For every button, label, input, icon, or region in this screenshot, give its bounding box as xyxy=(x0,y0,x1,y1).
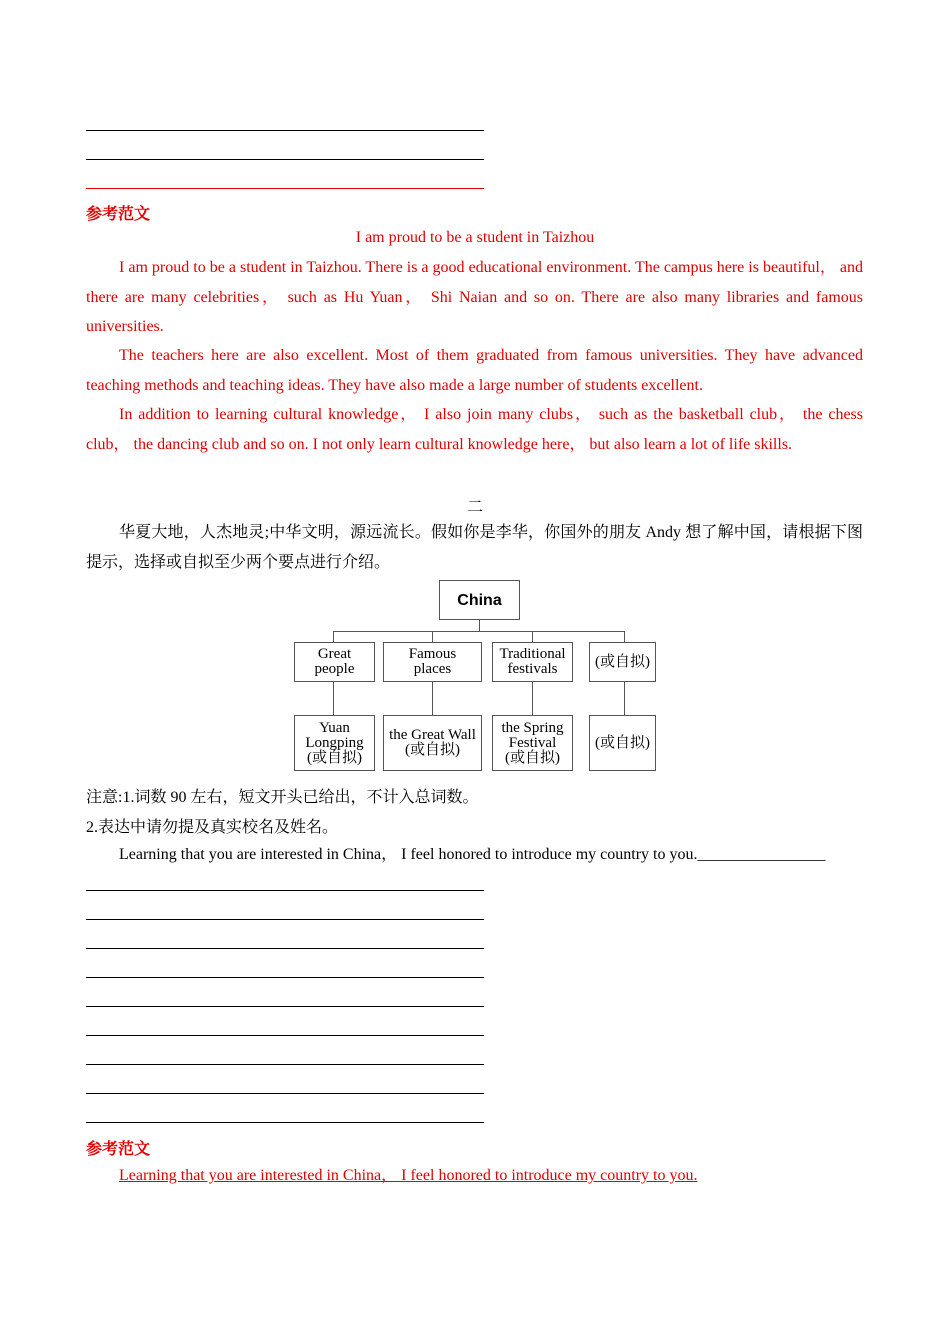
diagram-connector xyxy=(624,682,625,715)
answer-line xyxy=(86,948,484,949)
answer-line xyxy=(86,1093,484,1094)
answer-line xyxy=(86,159,484,160)
essay-paragraph-3: In addition to learning cultural knowledge， I also join many clubs， such as the basketball club， the chess club， the dancing club and so on. I not only learn cultural knowledge here， but also learn a lot of life skills. xyxy=(86,406,863,453)
diagram-connector xyxy=(333,631,334,642)
diagram-connector xyxy=(532,682,533,715)
sample-essay-heading-2: 参考范文 xyxy=(86,1139,151,1158)
diagram-category: Traditional festivals xyxy=(492,642,573,682)
answer-line xyxy=(86,919,484,920)
diagram-connector xyxy=(624,631,625,642)
diagram-connector xyxy=(532,631,533,642)
task-prompt: 华夏大地，人杰地灵;中华文明，源远流长。假如你是李华，你国外的朋友 Andy 想了解中国，请根据下图提示，选择或自拟至少两个要点进行介绍。 xyxy=(86,524,863,571)
diagram-category: (或自拟) xyxy=(589,642,656,682)
answer-line xyxy=(86,1122,484,1123)
answer-line xyxy=(86,977,484,978)
diagram-connector xyxy=(333,631,625,632)
diagram-connector xyxy=(432,631,433,642)
diagram-connector xyxy=(333,682,334,715)
essay-title: I am proud to be a student in Taizhou xyxy=(355,229,595,246)
diagram-category: Famous places xyxy=(383,642,482,682)
answer-line xyxy=(86,1006,484,1007)
diagram-root: China xyxy=(439,580,520,620)
answer-line xyxy=(86,890,484,891)
note-no-names: 2.表达中请勿提及真实校名及姓名。 xyxy=(86,819,339,836)
sample-opening xyxy=(86,1161,863,1191)
diagram-example: the Great Wall (或自拟) xyxy=(383,715,482,771)
answer-line xyxy=(86,1064,484,1065)
diagram-connector xyxy=(479,620,480,631)
answer-line xyxy=(86,130,484,131)
essay-paragraph-2: The teachers here are also excellent. Most of them graduated from famous universities. They have advanced teaching methods and teaching ideas. They have also made a large number of students excellent. xyxy=(86,347,863,394)
diagram-connector xyxy=(432,682,433,715)
essay-opening: Learning that you are interested in China， I feel honored to introduce my country to you.________________ xyxy=(119,846,826,863)
sample-opening-text: Learning that you are interested in China， I feel honored to introduce my country to you. xyxy=(119,1167,698,1184)
section-number: 二 xyxy=(466,499,483,516)
diagram-example: the Spring Festival (或自拟) xyxy=(492,715,573,771)
answer-line xyxy=(86,1035,484,1036)
diagram-example: Yuan Longping (或自拟) xyxy=(294,715,375,771)
answer-line xyxy=(86,188,484,189)
sample-essay-heading: 参考范文 xyxy=(86,204,151,223)
diagram-example: (或自拟) xyxy=(589,715,656,771)
essay-paragraph-1: I am proud to be a student in Taizhou. There is a good educational environment. The campus here is beautiful， and there are many celebrities， such as Hu Yuan， Shi Naian and so on. There are also many libraries and famous universities. xyxy=(86,259,863,335)
note-word-count: 注意:1.词数 90 左右，短文开头已给出，不计入总词数。 xyxy=(86,789,479,806)
diagram-category: Great people xyxy=(294,642,375,682)
